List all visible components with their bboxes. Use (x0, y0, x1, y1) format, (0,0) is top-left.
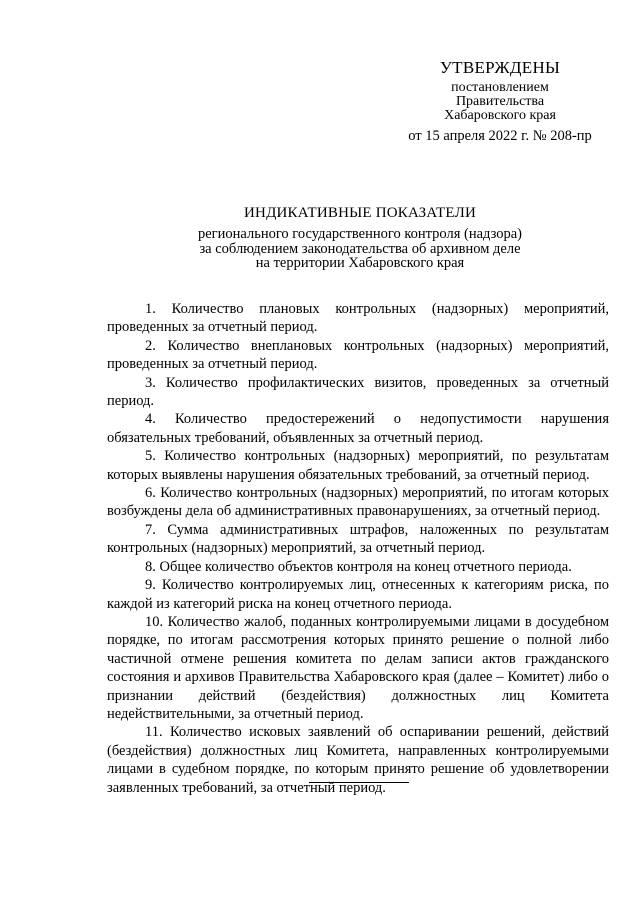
indicator-item (107, 374, 609, 411)
indicator-number: 8. (145, 558, 156, 575)
indicator-number: 5. (145, 448, 156, 465)
indicator-item (107, 484, 609, 521)
indicator-text: Количество контрольных (надзорных) мероприятий, по итогам которых возбуждены дела об административных правонарушениях, за отчетный период. (107, 485, 610, 520)
approval-line: Хабаровского края (444, 108, 556, 123)
indicator-text: Количество профилактических визитов, проведенных за отчетный период. (107, 374, 610, 410)
document-subtitle-line: за соблюдением законодательства об архивном деле (199, 240, 521, 257)
indicator-text: Количество плановых контрольных (надзорных) мероприятий, проведенных за отчетный период. (107, 301, 609, 336)
indicator-text: Количество внеплановых контрольных (надзорных) мероприятий, проведенных за отчетный период. (107, 337, 610, 373)
approval-heading: УТВЕРЖДЕНЫ (439, 58, 561, 77)
indicator-number: 9. (145, 577, 156, 594)
indicator-item (107, 576, 609, 613)
approval-stamp (395, 57, 605, 145)
indicator-number: 10. (145, 613, 164, 630)
document-subtitle-line: регионального государственного контроля (надзора) (198, 226, 522, 242)
indicator-text: Количество жалоб, поданных контролируемыми лицами в досудебном порядке, по итогам рассмотрения которых принято решение о полной либо частичной отмене решения комитета по делам записи актов гражданского состояния и архивов Правительства Хабаровского края (далее – Комитет) либо о признании действий (бездействия) должностных лиц Комитета недействительными, за отчетный период. (107, 613, 609, 722)
indicator-item (107, 613, 609, 723)
indicator-item (107, 337, 609, 374)
indicator-item (107, 723, 609, 797)
document-title: ИНДИКАТИВНЫЕ ПОКАЗАТЕЛИ (244, 205, 476, 221)
approval-line: постановлением (451, 80, 549, 95)
indicator-number: 1. (145, 301, 156, 317)
indicator-item (107, 300, 609, 337)
indicator-list (107, 300, 609, 797)
indicator-item (107, 521, 609, 558)
document-title-block (120, 204, 600, 271)
indicator-text: Количество контрольных (надзорных) мероприятий, по результатам которых выявлены нарушения обязательных требований, за отчетный период. (107, 448, 610, 483)
indicator-text: Сумма административных штрафов, наложенных по результатам контрольных (надзорных) мероприятий, за отчетный период. (107, 521, 610, 557)
indicator-number: 3. (145, 374, 156, 391)
approval-date: от 15 апреля 2022 г. № 208-пр (408, 128, 592, 144)
indicator-item (107, 447, 609, 484)
approval-line: Правительства (455, 94, 545, 109)
indicator-number: 4. (145, 411, 156, 428)
indicator-number: 7. (145, 521, 156, 538)
indicator-item (107, 558, 609, 576)
indicator-text: Количество предостережений о недопустимости нарушения обязательных требований, объявленных за отчетный период. (107, 411, 609, 446)
closing-rule (309, 782, 409, 783)
indicator-number: 11. (145, 724, 163, 741)
indicator-text: Количество исковых заявлений об оспаривании решений, действий (бездействия) должностных лиц Комитета, направленных контролируемыми лицами в судебном порядке, по которым принято решение об удовлетворении заявленных требований, за отчетный период. (107, 724, 609, 796)
indicator-text: Общее количество объектов контроля на конец отчетного периода. (159, 558, 572, 575)
indicator-number: 2. (145, 337, 156, 354)
indicator-text: Количество контролируемых лиц, отнесенных к категориям риска, по каждой из категорий риска на конец отчетного периода. (107, 577, 610, 612)
indicator-number: 6. (145, 485, 156, 502)
document-subtitle-line: на территории Хабаровского края (255, 255, 465, 271)
indicator-item (107, 410, 609, 447)
